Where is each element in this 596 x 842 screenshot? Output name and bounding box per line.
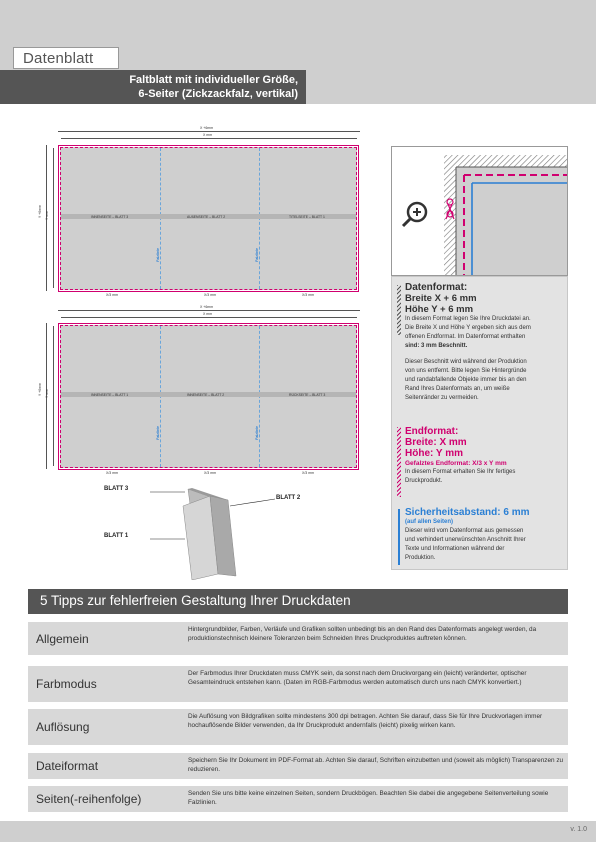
endformat-folded: Gefalztes Endformat: X/3 x Y mm <box>405 460 507 467</box>
datenformat-text-2: Die Breite X und Höhe Y ergeben sich aus dem <box>405 325 531 331</box>
tip-row-seitenreihenfolge <box>28 786 568 812</box>
datenformat-height: Höhe Y + 6 mm <box>405 304 474 315</box>
blatt-1-label: BLATT 1 <box>104 533 129 539</box>
sicherheit-text-1: Dieser wird vom Datenformat aus gemessen <box>405 528 524 534</box>
back-third-label-1: X/3 mm <box>106 471 119 475</box>
tip-label: Allgemein <box>36 632 89 646</box>
subtitle-line-2: 6-Seiter (Zickzackfalz, vertikal) <box>138 88 298 100</box>
version-label: v. 1.0 <box>570 826 587 833</box>
tip-text: Der Farbmodus Ihrer Druckdaten muss CMYK sein, da sonst nach dem Druckvorgang ein (leicht) veränderter, optischer Gesamteindruck entstehen kann. (Daten im RGB-Farbmodus werden automatisch durch uns nach CMYK konvertiert.) <box>188 670 527 687</box>
datenformat-text-1: In diesem Format legen Sie Ihre Druckdatei an. <box>405 316 531 322</box>
front-label-2: AUßENSEITE – BLATT 2 <box>187 215 226 219</box>
sicherheit-text-4: Produktion. <box>405 555 436 561</box>
back-width-outer-label: X +6mm <box>200 305 214 309</box>
front-label-1: INNENSEITE – BLATT 3 <box>91 215 129 219</box>
page-subtitle <box>0 70 306 104</box>
back-fold-label-2: Falzlinie <box>255 426 259 440</box>
height-inner-label: Y mm <box>45 211 49 221</box>
sicherheit-title: Sicherheitsabstand: 6 mm <box>405 507 530 518</box>
tip-text: Senden Sie uns bitte keine einzelnen Seiten, sondern Druckbögen. Beachten Sie dabei die angegebene Seitenverteilung sowie Falzlinien. <box>188 790 549 807</box>
datenformat-title: Datenformat: <box>405 282 468 293</box>
third-label-3: X/3 mm <box>302 293 315 297</box>
back-label-3: RÜCKSEITE – BLATT 3 <box>289 393 326 397</box>
width-inner-line <box>61 138 357 139</box>
endformat-width: Breite: X mm <box>405 437 467 448</box>
front-sheet <box>60 147 357 290</box>
sicherheit-sub: (auf allen Seiten) <box>405 519 454 525</box>
tip-text: Hintergrundbilder, Farben, Verläufe und Grafiken sollten unbedingt bis an den Rand des Datenformats angelegt werden, da produktionstechnisch kleinere Toleranzen beim Schneiden Ihres Druckproduktes auftreten können. <box>188 626 537 643</box>
endformat-title: Endformat: <box>405 426 459 437</box>
back-label-2: INNENSEITE – BLATT 2 <box>187 393 225 397</box>
back-height-outer-label: Y +6mm <box>38 383 42 397</box>
tip-label: Dateiformat <box>36 759 99 773</box>
bleed-detail-illustration <box>392 147 568 276</box>
datenformat-text-4: sind: 3 mm Beschnitt. <box>405 343 468 349</box>
width-outer-line <box>58 131 360 132</box>
sicherheit-section <box>405 507 563 563</box>
tip-row-farbmodus <box>28 666 568 702</box>
back-third-label-2: X/3 mm <box>204 471 217 475</box>
tip-label: Auflösung <box>36 720 90 734</box>
blatt-2-label: BLATT 2 <box>276 495 301 501</box>
tip-row-allgemein <box>28 622 568 655</box>
sicherheit-text-3: Texte und Informationen während der <box>405 546 505 552</box>
beschnitt-text-5: Seitenränder zu vermeiden. <box>405 395 479 401</box>
page-title: Datenblatt <box>13 47 119 69</box>
subtitle-line-1: Faltblatt mit individueller Größe, <box>129 74 298 86</box>
fold-label-1: Falzlinie <box>156 248 160 262</box>
width-inner-label: X mm <box>203 133 213 137</box>
tip-label: Farbmodus <box>36 677 97 691</box>
detail-magnifier-box <box>391 146 568 276</box>
height-outer-label: Y +6mm <box>38 205 42 219</box>
third-label-1: X/3 mm <box>106 293 119 297</box>
endformat-text-2: Druckprodukt. <box>405 478 443 484</box>
beschnitt-text-2: von uns entfernt. Bitte legen Sie Hintergründe <box>405 368 527 374</box>
back-height-inner-label: Y mm <box>45 389 49 399</box>
datenformat-section <box>405 282 563 403</box>
beschnitt-text-3: und randabfallende Objekte immer bis an den <box>405 377 527 383</box>
beschnitt-text-1: Dieser Beschnitt wird während der Produktion <box>405 359 527 365</box>
back-label-1: INNENSEITE – BLATT 1 <box>91 393 129 397</box>
tip-text: Die Auflösung von Bildgrafiken sollte mindestens 300 dpi betragen. Achten Sie darauf, dass Sie für Ihre Druckvorlagen immer hochauflösende Bilder verwenden, da Ihr Druckprodukt andernfalls (leicht) pixelig wirken kann. <box>188 713 543 730</box>
format-info-panel <box>391 276 568 570</box>
tip-label: Seiten(-reihenfolge) <box>36 792 142 806</box>
endformat-height: Höhe: Y mm <box>405 448 463 459</box>
back-third-label-3: X/3 mm <box>302 471 315 475</box>
footer-band <box>0 821 596 842</box>
folded-leaflet-illustration <box>100 484 300 580</box>
third-label-2: X/3 mm <box>204 293 217 297</box>
fold-label-2: Falzlinie <box>255 248 259 262</box>
tip-row-aufloesung <box>28 709 568 745</box>
blatt-3-label: BLATT 3 <box>104 486 129 492</box>
front-label-3: TITELSEITE – BLATT 1 <box>289 215 325 219</box>
height-inner-line <box>53 148 54 288</box>
datenformat-width: Breite X + 6 mm <box>405 293 477 304</box>
tips-heading: 5 Tipps zur fehlerfreien Gestaltung Ihrer Druckdaten <box>28 589 568 614</box>
beschnitt-text-4: Rand Ihres Datenformats an, um weiße <box>405 386 510 392</box>
sicherheit-text-2: und verhindert unerwünschten Anschnitt Ihrer <box>405 537 526 543</box>
tip-text: Speichern Sie Ihr Dokument im PDF-Format ab. Achten Sie darauf, Schriften einzubetten und (soweit als möglich) Transparenzen zu reduzieren. <box>188 757 564 774</box>
datenformat-text-3: offenen Endformat. Im Datenformat enthalten <box>405 334 526 340</box>
back-fold-label-1: Falzlinie <box>156 426 160 440</box>
endformat-section <box>405 426 563 486</box>
layout-diagram <box>40 125 380 500</box>
back-sheet <box>60 325 357 468</box>
endformat-text-1: In diesem Format erhalten Sie Ihr fertiges <box>405 469 516 475</box>
back-width-inner-label: X mm <box>203 312 213 316</box>
tip-row-dateiformat <box>28 753 568 779</box>
width-outer-label: X +6mm <box>200 126 214 130</box>
